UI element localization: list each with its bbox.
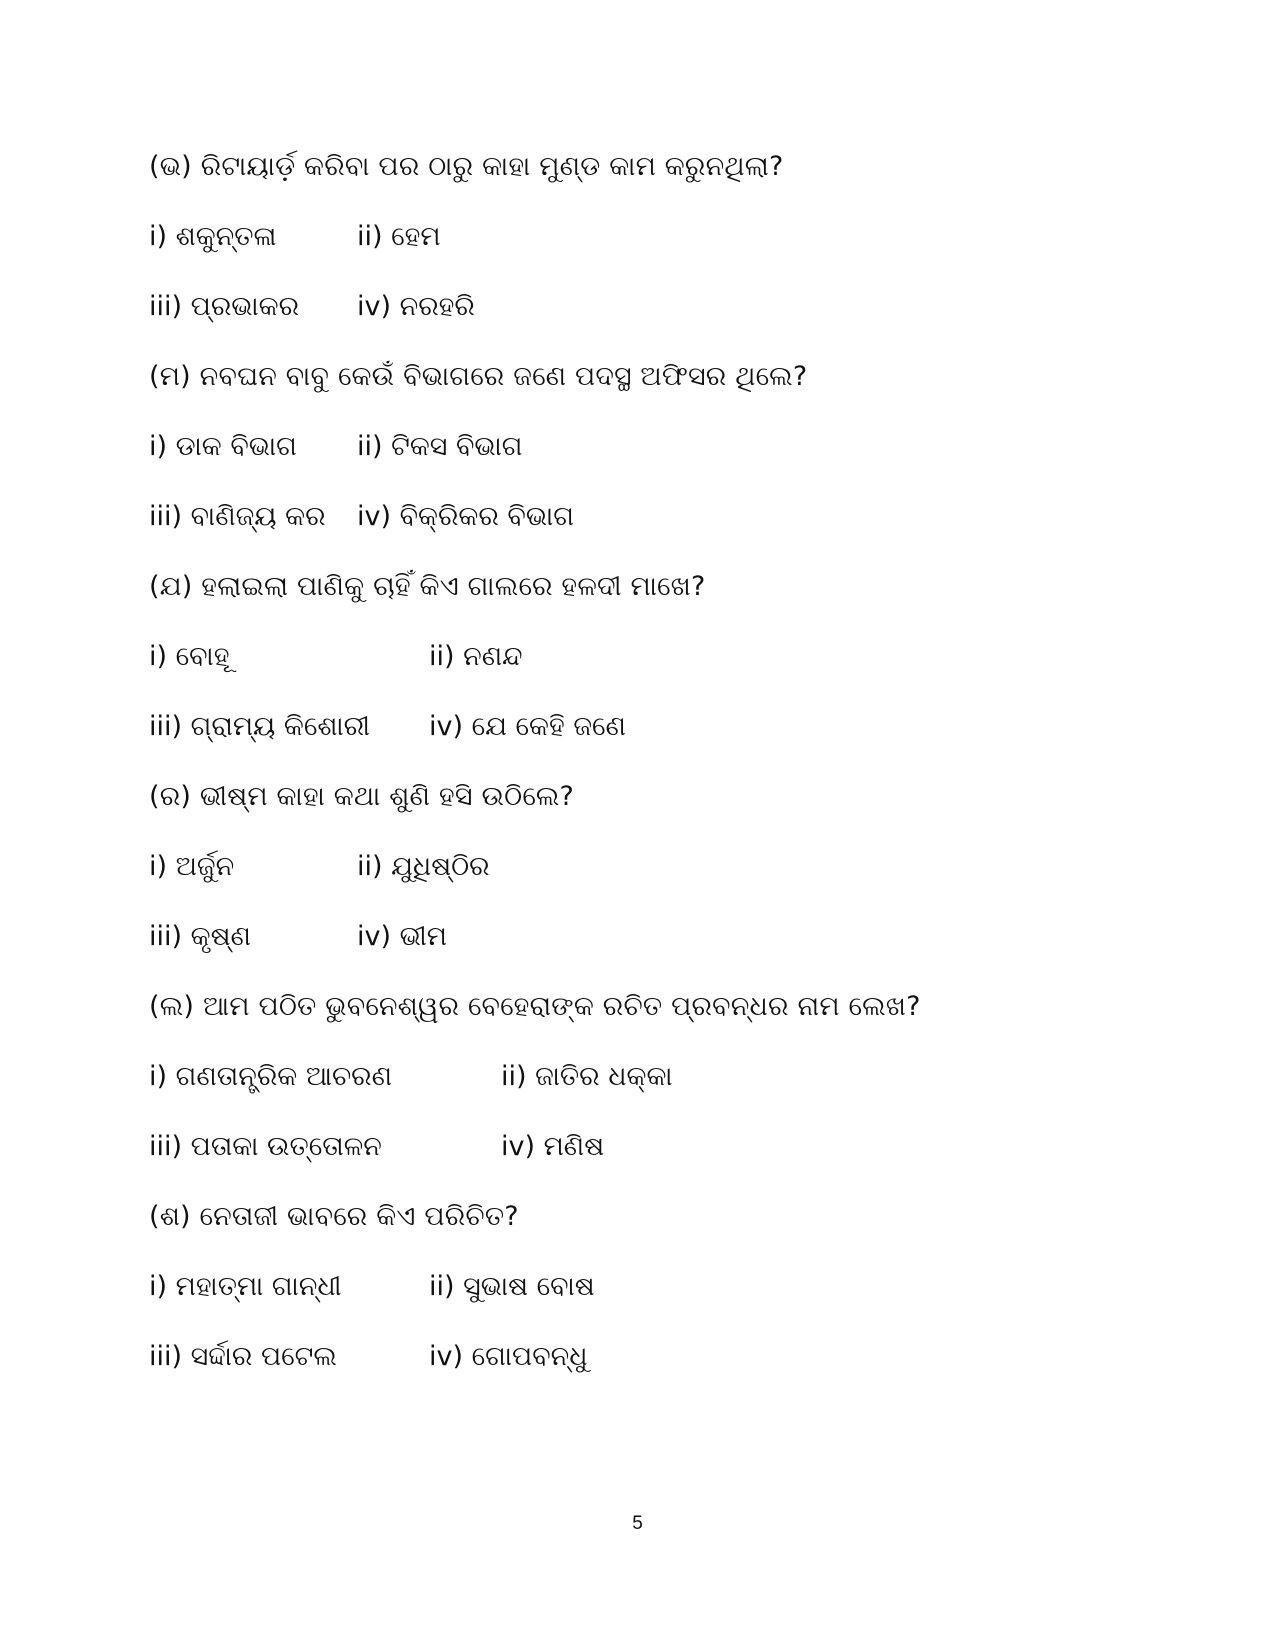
question-4: (ର) ଭୀଷ୍ମ କାହା କଥା ଶୁଣି ହସି ଉଠିଲେ? xyxy=(149,781,575,812)
option-q2-ii: ii) ଟିକସ ବିଭାଗ xyxy=(357,431,523,462)
option-q2-i: i) ଡାକ ବିଭାଗ xyxy=(149,431,297,462)
option-q1-ii: ii) ହେମ xyxy=(357,221,441,252)
option-q5-ii: ii) ଜାତିର ଧକ୍କା xyxy=(501,1061,673,1092)
option-q1-i: i) ଶକୁନ୍ତଳା xyxy=(149,221,277,252)
option-q4-ii: ii) ଯୁଧିଷ୍ଠିର xyxy=(357,851,490,882)
option-q5-iii: iii) ପତାକା ଉତ୍ତୋଳନ xyxy=(149,1131,382,1162)
option-q6-ii: ii) ସୁଭାଷ ବୋଷ xyxy=(429,1271,595,1302)
option-q2-iv: iv) ବିକ୍ରିକର ବିଭାଗ xyxy=(357,501,574,532)
option-q4-i: i) ଅର୍ଜୁନ xyxy=(149,851,235,882)
option-q6-i: i) ମହାତ୍ମା ଗାନ୍ଧୀ xyxy=(149,1271,342,1302)
option-q5-i: i) ଗଣତାନ୍ତ୍ରିକ ଆଚରଣ xyxy=(149,1061,393,1092)
question-5: (ଲ) ଆମ ପଠିତ ଭୁବନେଶ୍ୱର ବେହେରାଙ୍କ ରଚିତ ପ୍ରବନ୍ଧର ନାମ ଲେଖ? xyxy=(149,991,921,1022)
option-q1-iv: iv) ନରହରି xyxy=(357,291,475,322)
page-number: 5 xyxy=(632,1513,643,1534)
option-q3-iv: iv) ଯେ କେହି ଜଣେ xyxy=(429,711,626,742)
option-q3-i: i) ବୋହୂ xyxy=(149,641,230,672)
question-3: (ଯ) ହଲାଇଲା ପାଣିକୁ ଚାହିଁ କିଏ ଗାଲରେ ହଳଦୀ ମାଖେ? xyxy=(149,571,706,602)
option-q6-iv: iv) ଗୋପବନ୍ଧୁ xyxy=(429,1341,588,1372)
question-2: (ମ) ନବଘନ ବାବୁ କେଉଁ ବିଭାଗରେ ଜଣେ ପଦସ୍ଥ ଅଫିସର ଥିଲେ? xyxy=(149,361,808,392)
option-q3-ii: ii) ନଣନ୍ଦ xyxy=(429,641,523,672)
option-q6-iii: iii) ସର୍ଦ୍ଦାର ପଟେଲ xyxy=(149,1341,337,1372)
option-q3-iii: iii) ଗ୍ରାମ୍ୟ କିଶୋରୀ xyxy=(149,711,370,742)
option-q5-iv: iv) ମଣିଷ xyxy=(501,1131,605,1162)
option-q2-iii: iii) ବାଣିଜ୍ୟ କର xyxy=(149,501,326,532)
option-q4-iv: iv) ଭୀମ xyxy=(357,921,447,952)
option-q1-iii: iii) ପ୍ରଭାକର xyxy=(149,291,300,322)
option-q4-iii: iii) କୃଷ୍ଣ xyxy=(149,921,251,952)
question-6: (ଶ) ନେତାଜୀ ଭାବରେ କିଏ ପରିଚିତ? xyxy=(149,1201,519,1232)
question-1: (ଭ) ରିଟାୟାର୍ଡ଼ କରିବା ପର ଠାରୁ କାହା ମୁଣ୍ଡ କାମ କରୁନଥିଲା? xyxy=(149,151,784,182)
